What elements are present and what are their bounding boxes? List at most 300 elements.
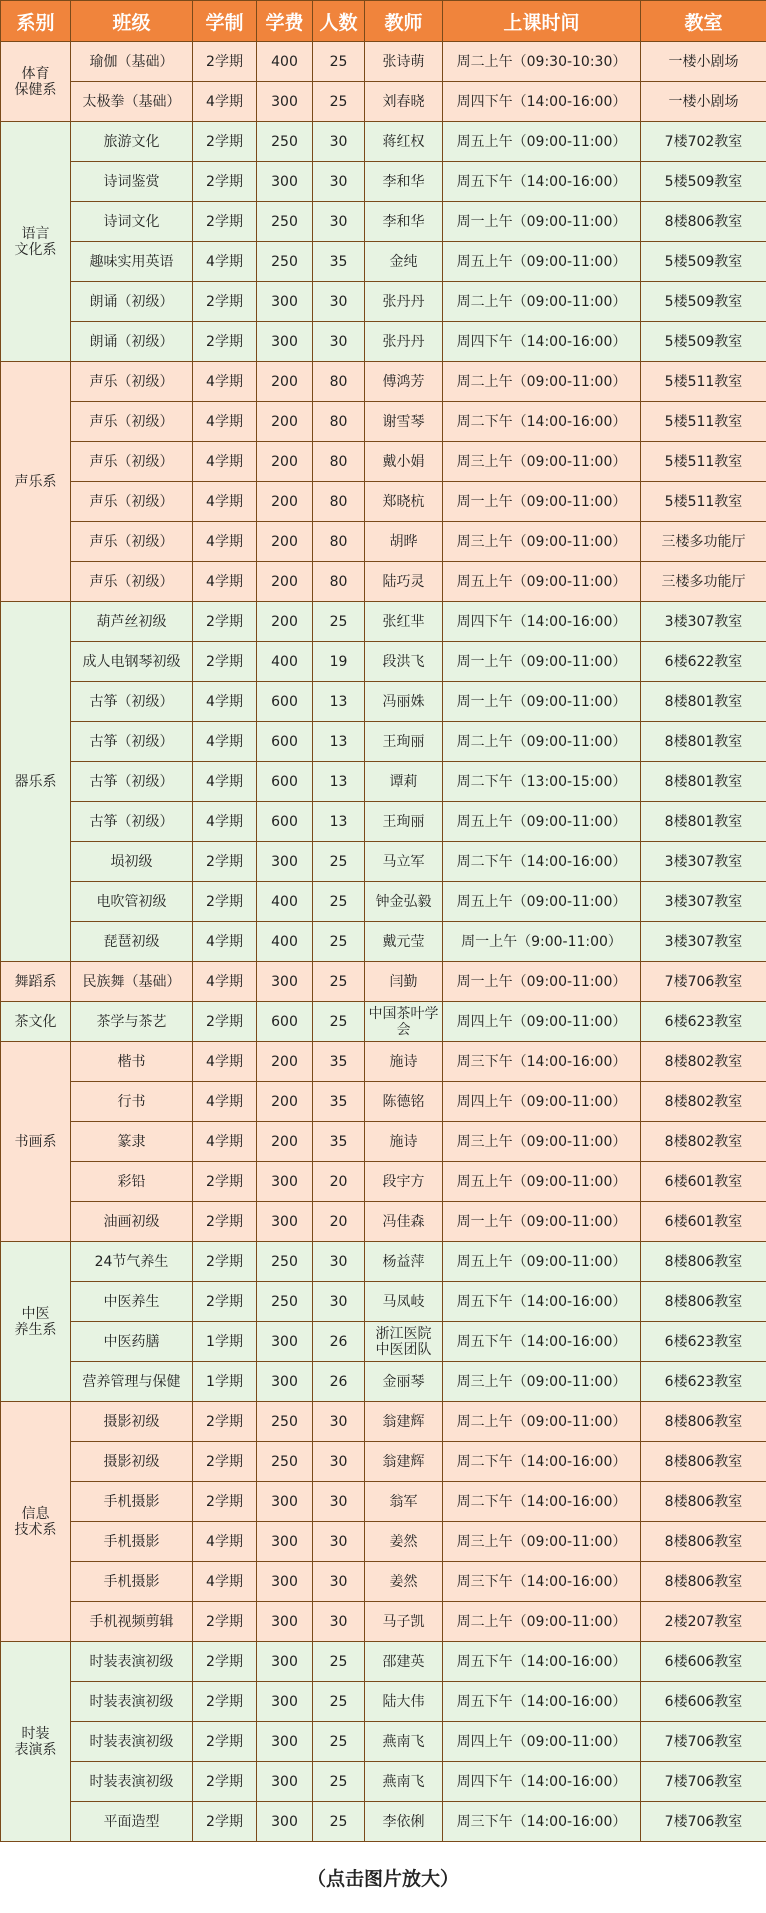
class-name-cell: 声乐（初级） (71, 562, 193, 602)
fee-cell: 250 (257, 202, 313, 242)
table-row (1, 642, 766, 682)
class-name-cell: 葫芦丝初级 (71, 602, 193, 642)
table-row (1, 282, 766, 322)
teacher-cell: 王珣丽 (365, 802, 443, 842)
size-cell: 13 (313, 682, 365, 722)
room-cell: 6楼606教室 (641, 1682, 766, 1722)
teacher-cell: 姜然 (365, 1562, 443, 1602)
time-cell: 周二上午（09:30-10:30） (443, 42, 641, 82)
time-cell: 周二上午（09:00-11:00） (443, 722, 641, 762)
table-row (1, 322, 766, 362)
class-name-cell: 电吹管初级 (71, 882, 193, 922)
room-cell: 5楼511教室 (641, 482, 766, 522)
term-cell: 2学期 (193, 1802, 257, 1842)
table-row (1, 1362, 766, 1402)
class-name-cell: 古筝（初级） (71, 802, 193, 842)
class-name-cell: 太极拳（基础） (71, 82, 193, 122)
size-cell: 80 (313, 522, 365, 562)
table-row (1, 802, 766, 842)
size-cell: 30 (313, 1482, 365, 1522)
table-row (1, 1762, 766, 1802)
time-cell: 周五上午（09:00-11:00） (443, 562, 641, 602)
size-cell: 30 (313, 1522, 365, 1562)
room-cell: 3楼307教室 (641, 842, 766, 882)
room-cell: 5楼509教室 (641, 322, 766, 362)
teacher-cell: 翁建辉 (365, 1402, 443, 1442)
fee-cell: 250 (257, 1402, 313, 1442)
table-row (1, 1522, 766, 1562)
class-name-cell: 朗诵（初级） (71, 282, 193, 322)
table-row (1, 122, 766, 162)
fee-cell: 200 (257, 1122, 313, 1162)
teacher-cell: 陈德铭 (365, 1082, 443, 1122)
room-cell: 6楼606教室 (641, 1642, 766, 1682)
table-row (1, 1562, 766, 1602)
teacher-cell: 戴小娟 (365, 442, 443, 482)
class-name-cell: 中医养生 (71, 1282, 193, 1322)
time-cell: 周一上午（09:00-11:00） (443, 962, 641, 1002)
teacher-cell: 闫勤 (365, 962, 443, 1002)
fee-cell: 200 (257, 442, 313, 482)
time-cell: 周一上午（09:00-11:00） (443, 1202, 641, 1242)
fee-cell: 300 (257, 1482, 313, 1522)
teacher-cell: 冯丽姝 (365, 682, 443, 722)
size-cell: 26 (313, 1362, 365, 1402)
fee-cell: 400 (257, 642, 313, 682)
size-cell: 30 (313, 1242, 365, 1282)
class-name-cell: 手机摄影 (71, 1562, 193, 1602)
teacher-cell: 戴元莹 (365, 922, 443, 962)
fee-cell: 300 (257, 1602, 313, 1642)
term-cell: 2学期 (193, 1282, 257, 1322)
size-cell: 25 (313, 1642, 365, 1682)
fee-cell: 250 (257, 1282, 313, 1322)
term-cell: 2学期 (193, 1722, 257, 1762)
room-cell: 一楼小剧场 (641, 42, 766, 82)
fee-cell: 600 (257, 682, 313, 722)
size-cell: 13 (313, 722, 365, 762)
term-cell: 4学期 (193, 402, 257, 442)
teacher-cell: 蒋红权 (365, 122, 443, 162)
fee-cell: 400 (257, 42, 313, 82)
table-row (1, 922, 766, 962)
header-cell: 教师 (365, 1, 443, 42)
term-cell: 4学期 (193, 1122, 257, 1162)
time-cell: 周二下午（14:00-16:00） (443, 1442, 641, 1482)
size-cell: 25 (313, 922, 365, 962)
teacher-cell: 燕南飞 (365, 1762, 443, 1802)
class-name-cell: 古筝（初级） (71, 722, 193, 762)
room-cell: 3楼307教室 (641, 602, 766, 642)
size-cell: 80 (313, 362, 365, 402)
table-row (1, 402, 766, 442)
fee-cell: 300 (257, 1202, 313, 1242)
class-name-cell: 声乐（初级） (71, 362, 193, 402)
teacher-cell: 胡晔 (365, 522, 443, 562)
room-cell: 8楼802教室 (641, 1042, 766, 1082)
table-row (1, 1242, 766, 1282)
time-cell: 周四上午（09:00-11:00） (443, 1722, 641, 1762)
room-cell: 5楼509教室 (641, 282, 766, 322)
room-cell: 5楼511教室 (641, 402, 766, 442)
room-cell: 6楼622教室 (641, 642, 766, 682)
size-cell: 20 (313, 1202, 365, 1242)
table-row (1, 482, 766, 522)
class-name-cell: 摄影初级 (71, 1442, 193, 1482)
department-cell: 信息 技术系 (1, 1402, 71, 1642)
room-cell: 6楼623教室 (641, 1002, 766, 1042)
size-cell: 35 (313, 242, 365, 282)
table-row (1, 1202, 766, 1242)
size-cell: 80 (313, 402, 365, 442)
class-name-cell: 朗诵（初级） (71, 322, 193, 362)
time-cell: 周四下午（14:00-16:00） (443, 82, 641, 122)
size-cell: 25 (313, 842, 365, 882)
time-cell: 周四上午（09:00-11:00） (443, 1082, 641, 1122)
table-row (1, 1282, 766, 1322)
time-cell: 周三下午（14:00-16:00） (443, 1802, 641, 1842)
teacher-cell: 浙江医院 中医团队 (365, 1322, 443, 1362)
class-name-cell: 时装表演初级 (71, 1642, 193, 1682)
header-cell: 班级 (71, 1, 193, 42)
size-cell: 25 (313, 882, 365, 922)
time-cell: 周一上午（9:00-11:00） (443, 922, 641, 962)
size-cell: 80 (313, 562, 365, 602)
table-row (1, 1602, 766, 1642)
table-row (1, 682, 766, 722)
room-cell: 8楼806教室 (641, 1562, 766, 1602)
fee-cell: 300 (257, 282, 313, 322)
term-cell: 4学期 (193, 562, 257, 602)
term-cell: 4学期 (193, 82, 257, 122)
table-row (1, 1642, 766, 1682)
class-name-cell: 声乐（初级） (71, 402, 193, 442)
class-name-cell: 手机视频剪辑 (71, 1602, 193, 1642)
term-cell: 2学期 (193, 882, 257, 922)
term-cell: 2学期 (193, 162, 257, 202)
table-row (1, 1322, 766, 1362)
teacher-cell: 陆巧灵 (365, 562, 443, 602)
size-cell: 30 (313, 162, 365, 202)
department-cell: 声乐系 (1, 362, 71, 602)
room-cell: 7楼706教室 (641, 962, 766, 1002)
term-cell: 4学期 (193, 1522, 257, 1562)
size-cell: 30 (313, 282, 365, 322)
teacher-cell: 张红芈 (365, 602, 443, 642)
teacher-cell: 李和华 (365, 202, 443, 242)
term-cell: 4学期 (193, 962, 257, 1002)
header-row (1, 1, 766, 42)
fee-cell: 200 (257, 1042, 313, 1082)
time-cell: 周五上午（09:00-11:00） (443, 1162, 641, 1202)
size-cell: 30 (313, 1402, 365, 1442)
fee-cell: 400 (257, 922, 313, 962)
table-row (1, 202, 766, 242)
term-cell: 2学期 (193, 1442, 257, 1482)
size-cell: 13 (313, 762, 365, 802)
teacher-cell: 傅鸿芳 (365, 362, 443, 402)
size-cell: 25 (313, 82, 365, 122)
size-cell: 19 (313, 642, 365, 682)
term-cell: 2学期 (193, 322, 257, 362)
fee-cell: 300 (257, 1362, 313, 1402)
time-cell: 周五上午（09:00-11:00） (443, 242, 641, 282)
class-name-cell: 诗词鉴赏 (71, 162, 193, 202)
term-cell: 2学期 (193, 202, 257, 242)
teacher-cell: 翁军 (365, 1482, 443, 1522)
term-cell: 4学期 (193, 242, 257, 282)
size-cell: 80 (313, 482, 365, 522)
time-cell: 周二上午（09:00-11:00） (443, 362, 641, 402)
size-cell: 20 (313, 1162, 365, 1202)
room-cell: 6楼601教室 (641, 1202, 766, 1242)
teacher-cell: 马凤岐 (365, 1282, 443, 1322)
term-cell: 4学期 (193, 482, 257, 522)
room-cell: 8楼806教室 (641, 1282, 766, 1322)
size-cell: 35 (313, 1122, 365, 1162)
size-cell: 25 (313, 1762, 365, 1802)
size-cell: 30 (313, 322, 365, 362)
term-cell: 4学期 (193, 922, 257, 962)
class-name-cell: 声乐（初级） (71, 522, 193, 562)
room-cell: 6楼623教室 (641, 1362, 766, 1402)
term-cell: 1学期 (193, 1362, 257, 1402)
department-cell: 器乐系 (1, 602, 71, 962)
fee-cell: 200 (257, 482, 313, 522)
table-row (1, 602, 766, 642)
time-cell: 周五上午（09:00-11:00） (443, 802, 641, 842)
room-cell: 5楼509教室 (641, 242, 766, 282)
term-cell: 2学期 (193, 842, 257, 882)
table-row (1, 1682, 766, 1722)
term-cell: 2学期 (193, 1762, 257, 1802)
term-cell: 4学期 (193, 442, 257, 482)
class-name-cell: 篆隶 (71, 1122, 193, 1162)
header-cell: 教室 (641, 1, 766, 42)
term-cell: 1学期 (193, 1322, 257, 1362)
fee-cell: 600 (257, 722, 313, 762)
class-name-cell: 彩铅 (71, 1162, 193, 1202)
fee-cell: 300 (257, 1522, 313, 1562)
class-name-cell: 埙初级 (71, 842, 193, 882)
teacher-cell: 燕南飞 (365, 1722, 443, 1762)
table-row (1, 842, 766, 882)
table-row (1, 1722, 766, 1762)
term-cell: 2学期 (193, 1642, 257, 1682)
size-cell: 35 (313, 1082, 365, 1122)
table-row (1, 1442, 766, 1482)
class-name-cell: 时装表演初级 (71, 1762, 193, 1802)
time-cell: 周二下午（14:00-16:00） (443, 402, 641, 442)
time-cell: 周三上午（09:00-11:00） (443, 1362, 641, 1402)
term-cell: 2学期 (193, 1202, 257, 1242)
term-cell: 4学期 (193, 682, 257, 722)
teacher-cell: 翁建辉 (365, 1442, 443, 1482)
size-cell: 25 (313, 1722, 365, 1762)
room-cell: 7楼706教室 (641, 1722, 766, 1762)
term-cell: 2学期 (193, 282, 257, 322)
room-cell: 3楼307教室 (641, 922, 766, 962)
room-cell: 3楼307教室 (641, 882, 766, 922)
header-cell: 学制 (193, 1, 257, 42)
teacher-cell: 谭莉 (365, 762, 443, 802)
teacher-cell: 李和华 (365, 162, 443, 202)
table-row (1, 82, 766, 122)
term-cell: 2学期 (193, 1402, 257, 1442)
fee-cell: 300 (257, 1762, 313, 1802)
class-name-cell: 旅游文化 (71, 122, 193, 162)
header-cell: 系别 (1, 1, 71, 42)
class-name-cell: 民族舞（基础） (71, 962, 193, 1002)
teacher-cell: 施诗 (365, 1122, 443, 1162)
size-cell: 25 (313, 1682, 365, 1722)
class-name-cell: 古筝（初级） (71, 682, 193, 722)
teacher-cell: 马立军 (365, 842, 443, 882)
term-cell: 4学期 (193, 1562, 257, 1602)
room-cell: 三楼多功能厅 (641, 522, 766, 562)
fee-cell: 300 (257, 1562, 313, 1602)
room-cell: 8楼806教室 (641, 1482, 766, 1522)
time-cell: 周四上午（09:00-11:00） (443, 1002, 641, 1042)
fee-cell: 600 (257, 802, 313, 842)
size-cell: 25 (313, 1802, 365, 1842)
teacher-cell: 马子凯 (365, 1602, 443, 1642)
size-cell: 26 (313, 1322, 365, 1362)
teacher-cell: 邵建英 (365, 1642, 443, 1682)
term-cell: 4学期 (193, 1042, 257, 1082)
teacher-cell: 谢雪琴 (365, 402, 443, 442)
class-name-cell: 声乐（初级） (71, 482, 193, 522)
term-cell: 4学期 (193, 722, 257, 762)
room-cell: 5楼511教室 (641, 442, 766, 482)
department-cell: 书画系 (1, 1042, 71, 1242)
department-cell: 体育 保健系 (1, 42, 71, 122)
time-cell: 周五下午（14:00-16:00） (443, 1642, 641, 1682)
room-cell: 一楼小剧场 (641, 82, 766, 122)
term-cell: 2学期 (193, 122, 257, 162)
table-row (1, 1122, 766, 1162)
teacher-cell: 陆大伟 (365, 1682, 443, 1722)
teacher-cell: 张诗萌 (365, 42, 443, 82)
size-cell: 80 (313, 442, 365, 482)
room-cell: 8楼801教室 (641, 762, 766, 802)
fee-cell: 200 (257, 402, 313, 442)
time-cell: 周五下午（14:00-16:00） (443, 1682, 641, 1722)
time-cell: 周二下午（14:00-16:00） (443, 1482, 641, 1522)
time-cell: 周五上午（09:00-11:00） (443, 1242, 641, 1282)
department-cell: 舞蹈系 (1, 962, 71, 1002)
fee-cell: 200 (257, 1082, 313, 1122)
teacher-cell: 施诗 (365, 1042, 443, 1082)
fee-cell: 200 (257, 602, 313, 642)
fee-cell: 250 (257, 1442, 313, 1482)
class-name-cell: 油画初级 (71, 1202, 193, 1242)
class-name-cell: 中医药膳 (71, 1322, 193, 1362)
time-cell: 周三下午（14:00-16:00） (443, 1562, 641, 1602)
time-cell: 周二上午（09:00-11:00） (443, 1602, 641, 1642)
fee-cell: 300 (257, 1322, 313, 1362)
table-row (1, 1082, 766, 1122)
size-cell: 13 (313, 802, 365, 842)
class-name-cell: 古筝（初级） (71, 762, 193, 802)
size-cell: 25 (313, 602, 365, 642)
table-row (1, 762, 766, 802)
term-cell: 2学期 (193, 642, 257, 682)
class-name-cell: 瑜伽（基础） (71, 42, 193, 82)
room-cell: 5楼509教室 (641, 162, 766, 202)
time-cell: 周三上午（09:00-11:00） (443, 522, 641, 562)
fee-cell: 200 (257, 362, 313, 402)
size-cell: 30 (313, 202, 365, 242)
time-cell: 周一上午（09:00-11:00） (443, 642, 641, 682)
department-cell: 语言 文化系 (1, 122, 71, 362)
teacher-cell: 刘春晓 (365, 82, 443, 122)
header-cell: 人数 (313, 1, 365, 42)
room-cell: 2楼207教室 (641, 1602, 766, 1642)
class-name-cell: 楷书 (71, 1042, 193, 1082)
fee-cell: 300 (257, 162, 313, 202)
table-row (1, 722, 766, 762)
table-row (1, 882, 766, 922)
room-cell: 6楼623教室 (641, 1322, 766, 1362)
term-cell: 2学期 (193, 1602, 257, 1642)
caption[interactable]: （点击图片放大） (306, 1868, 459, 1890)
table-row (1, 1402, 766, 1442)
room-cell: 8楼806教室 (641, 1242, 766, 1282)
table-row (1, 1482, 766, 1522)
fee-cell: 250 (257, 1242, 313, 1282)
teacher-cell: 金丽琴 (365, 1362, 443, 1402)
teacher-cell: 钟金弘毅 (365, 882, 443, 922)
term-cell: 4学期 (193, 362, 257, 402)
department-cell: 中医 养生系 (1, 1242, 71, 1402)
class-name-cell: 手机摄影 (71, 1482, 193, 1522)
time-cell: 周三下午（14:00-16:00） (443, 1042, 641, 1082)
class-name-cell: 手机摄影 (71, 1522, 193, 1562)
teacher-cell: 段洪飞 (365, 642, 443, 682)
fee-cell: 600 (257, 1002, 313, 1042)
fee-cell: 300 (257, 962, 313, 1002)
time-cell: 周一上午（09:00-11:00） (443, 682, 641, 722)
table-row (1, 522, 766, 562)
fee-cell: 300 (257, 82, 313, 122)
class-name-cell: 茶学与茶艺 (71, 1002, 193, 1042)
class-name-cell: 趣味实用英语 (71, 242, 193, 282)
term-cell: 4学期 (193, 802, 257, 842)
teacher-cell: 李依俐 (365, 1802, 443, 1842)
time-cell: 周四下午（14:00-16:00） (443, 1762, 641, 1802)
term-cell: 4学期 (193, 522, 257, 562)
teacher-cell: 郑晓杭 (365, 482, 443, 522)
fee-cell: 200 (257, 562, 313, 602)
fee-cell: 300 (257, 1642, 313, 1682)
fee-cell: 300 (257, 1802, 313, 1842)
size-cell: 30 (313, 1282, 365, 1322)
term-cell: 2学期 (193, 1242, 257, 1282)
table-row (1, 562, 766, 602)
room-cell: 5楼511教室 (641, 362, 766, 402)
class-name-cell: 声乐（初级） (71, 442, 193, 482)
fee-cell: 250 (257, 122, 313, 162)
class-name-cell: 摄影初级 (71, 1402, 193, 1442)
table-row (1, 1802, 766, 1842)
header-cell: 上课时间 (443, 1, 641, 42)
term-cell: 2学期 (193, 1482, 257, 1522)
teacher-cell: 杨益萍 (365, 1242, 443, 1282)
class-name-cell: 24节气养生 (71, 1242, 193, 1282)
term-cell: 2学期 (193, 1162, 257, 1202)
size-cell: 25 (313, 962, 365, 1002)
